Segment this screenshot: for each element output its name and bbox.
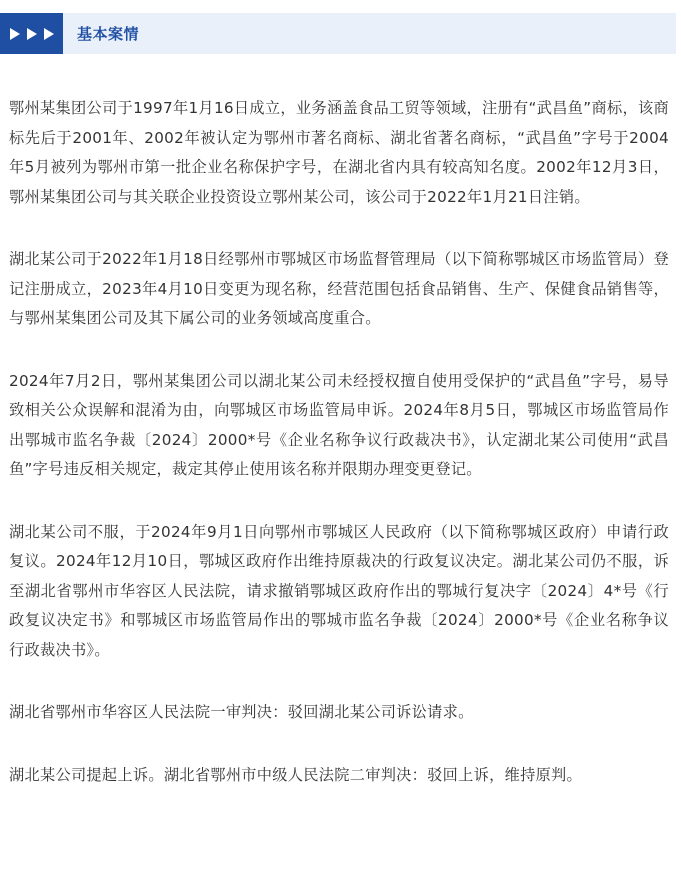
triple-arrow-icon (0, 13, 63, 54)
section-header (0, 13, 676, 54)
case-content (9, 94, 669, 823)
section-title-bar (63, 13, 676, 54)
arrow-icon (10, 28, 20, 40)
paragraph-company-background: 鄂州某集团公司于1997年1月16日成立，业务涵盖食品工贸等领域，注册有“武昌鱼”商标，该商标先后于2001年、2002年被认定为鄂州市著名商标、湖北省著名商标，“武昌鱼”字号于2004年5月被列为鄂州市第一批企业名称保护字号，在湖北省内具有较高知名度。2002年12月3日，鄂州某集团公司与其关联企业投资设立鄂州某公司，该公司于2022年1月21日注销。 (9, 99, 669, 206)
arrow-icon (44, 28, 54, 40)
arrow-icon (27, 28, 37, 40)
paragraph-first-instance: 湖北省鄂州市华容区人民法院一审判决：驳回湖北某公司诉讼请求。 (9, 703, 474, 721)
section-title: 基本案情 (77, 25, 140, 43)
paragraph-complaint-ruling: 2024年7月2日，鄂州某集团公司以湖北某公司未经授权擅自使用受保护的“武昌鱼”字号，易导致相关公众误解和混淆为由，向鄂城区市场监管局申诉。2024年8月5日，鄂城区市场监管局作出鄂城市监名争裁〔2024〕2000*号《企业名称争议行政裁决书》，认定湖北某公司使用“武昌鱼”字号违反相关规定，裁定其停止使用该名称并限期办理变更登记。 (9, 371, 669, 478)
paragraph-review-lawsuit: 湖北某公司不服，于2024年9月1日向鄂州市鄂城区人民政府（以下简称鄂城区政府）申请行政复议。2024年12月10日，鄂城区政府作出维持原裁决的行政复议决定。湖北某公司仍不服，诉至湖北省鄂州市华容区人民法院，请求撤销鄂城区政府作出的鄂城行复决字〔2024〕4*号《行政复议决定书》和鄂城区市场监管局作出的鄂城市监名争裁〔2024〕2000*号《企业名称争议行政裁决书》。 (9, 522, 669, 659)
paragraph-defendant-company: 湖北某公司于2022年1月18日经鄂州市鄂城区市场监督管理局（以下简称鄂城区市场监管局）登记注册成立，2023年4月10日变更为现名称，经营范围包括食品销售、生产、保健食品销售等，与鄂州某集团公司及其下属公司的业务领域高度重合。 (9, 250, 669, 327)
paragraph-second-instance: 湖北某公司提起上诉。湖北省鄂州市中级人民法院二审判决：驳回上诉，维持原判。 (9, 765, 583, 784)
